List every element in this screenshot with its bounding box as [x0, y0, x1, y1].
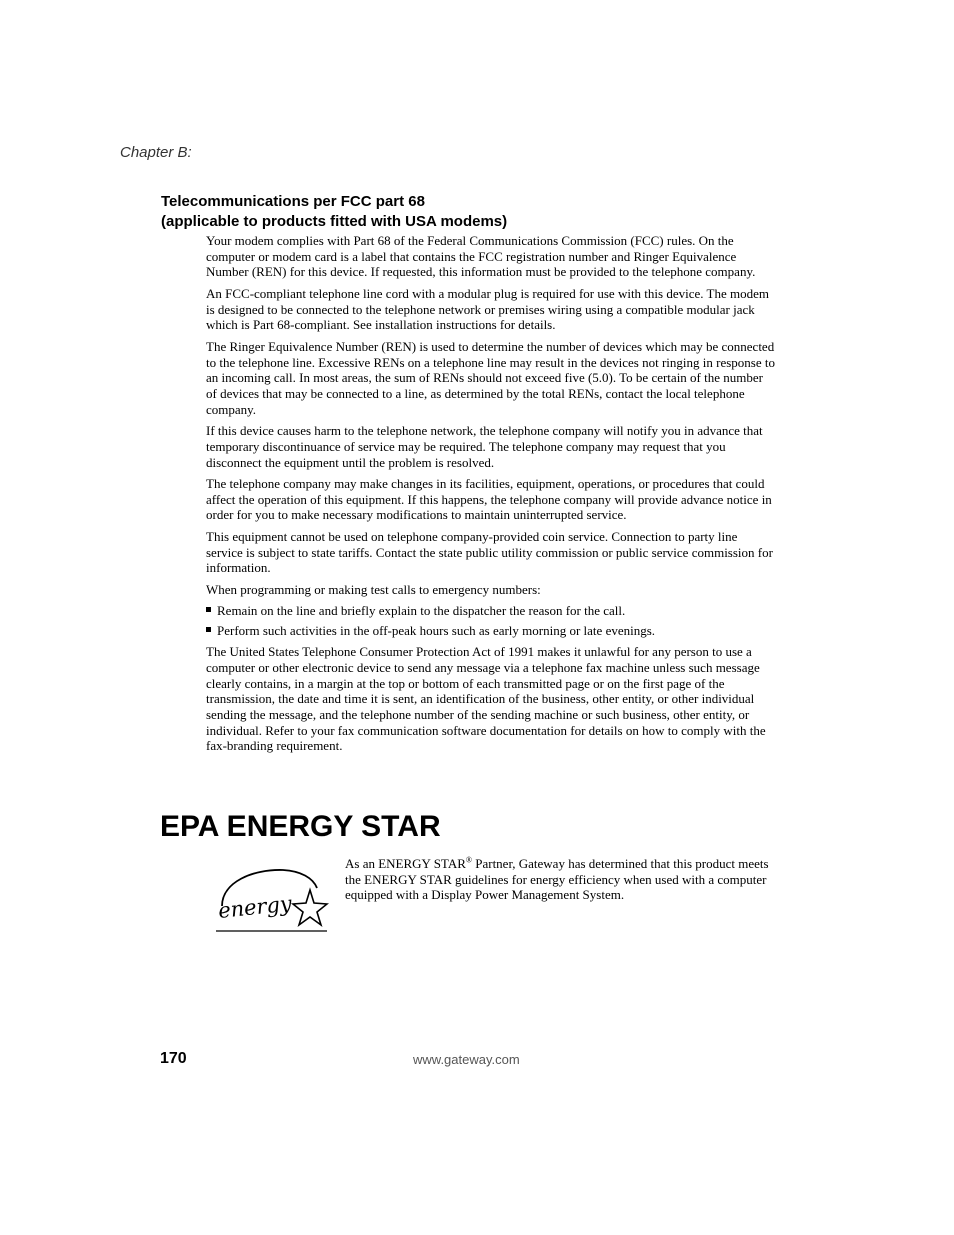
chapter-label: Chapter B: [120, 144, 192, 161]
list-item [206, 603, 776, 619]
fcc-paragraph: The telephone company may make changes in its facilities, equipment, operations, or procedures that could affect the operation of this equipment. If this happens, the telephone company will provide advance notice in order for you to make necessary modifications to maintain uninterrupted service. [206, 476, 772, 523]
bullet-icon [206, 607, 211, 612]
fcc-paragraph: The Ringer Equivalence Number (REN) is used to determine the number of devices which may be connected to the telephone line. Excessive RENs on a telephone line may result in the devices not ringing in response to an incoming call. In most areas, the sum of RENs should not exceed five (5.0). To be certain of the number of devices that may be connected to a line, as determined by the total RENs, contact the local telephone company. [206, 338, 775, 417]
energy-logo-text: energy [217, 891, 293, 923]
fcc-body [206, 233, 776, 760]
list-item-text: Perform such activities in the off-peak hours such as early morning or late evenings. [217, 622, 656, 638]
fcc-paragraph: When programming or making test calls to emergency numbers: [206, 581, 541, 597]
fcc-closing-paragraph: The United States Telephone Consumer Protection Act of 1991 makes it unlawful for any person to use a computer or other electronic device to send any message via a telephone fax machine unless such message clearly contains, in a margin at the top or bottom of each transmitted page or on the first page of the transmission, the date and time it is sent, an identification of the business, other entity, or other individual sending the message, and the telephone number of the sending machine or such business, other entity, or individual. Refer to your fax communication software documentation for details on how to comply with the fax-branding requirement. [206, 644, 766, 754]
fcc-paragraph: An FCC-compliant telephone line cord with a modular plug is required for use with this device. The modem is designed to be connected to the telephone network or premises wiring using a compatible modular jack which is Part 68-compliant. See installation instructions for details. [206, 285, 769, 333]
website-url: www.gateway.com [413, 1052, 520, 1067]
emergency-call-list [206, 603, 776, 638]
fcc-paragraph: If this device causes harm to the telephone network, the telephone company will notify you in advance that temporary discontinuance of service may be required. The telephone company may request that you disconnect the equipment until the problem is resolved. [206, 423, 763, 470]
fcc-heading-line2: (applicable to products fitted with USA modems) [161, 212, 508, 230]
list-item [206, 623, 776, 639]
energy-text-before: As an ENERGY STAR [345, 856, 466, 871]
section-title: EPA ENERGY STAR [160, 810, 441, 843]
registered-mark: ® [465, 855, 472, 865]
fcc-paragraph: Your modem complies with Part 68 of the Federal Communications Commission (FCC) rules. On the computer or modem card is a label that contains the FCC registration number and Ringer Equivalence Number (REN) for this device. If requested, this information must be provided to the telephone company. [206, 233, 756, 280]
fcc-paragraph: This equipment cannot be used on telephone company-provided coin service. Connection to party line service is subject to state tariffs. Contact the state public utility commission or public service commission for information. [206, 528, 773, 576]
bullet-icon [206, 627, 211, 632]
page-number: 170 [160, 1050, 187, 1067]
energy-text-after: Partner, Gateway has determined that this product meets the ENERGY STAR guidelines for energy efficiency when used with a computer equipped with a Display Power Management System. [345, 856, 769, 903]
energy-star-logo-icon [213, 866, 329, 939]
fcc-heading-line1: Telecommunications per FCC part 68 [161, 193, 425, 210]
fcc-heading [161, 192, 507, 231]
list-item-text: Remain on the line and briefly explain to the dispatcher the reason for the call. [217, 603, 626, 619]
energy-star-paragraph [345, 856, 775, 903]
